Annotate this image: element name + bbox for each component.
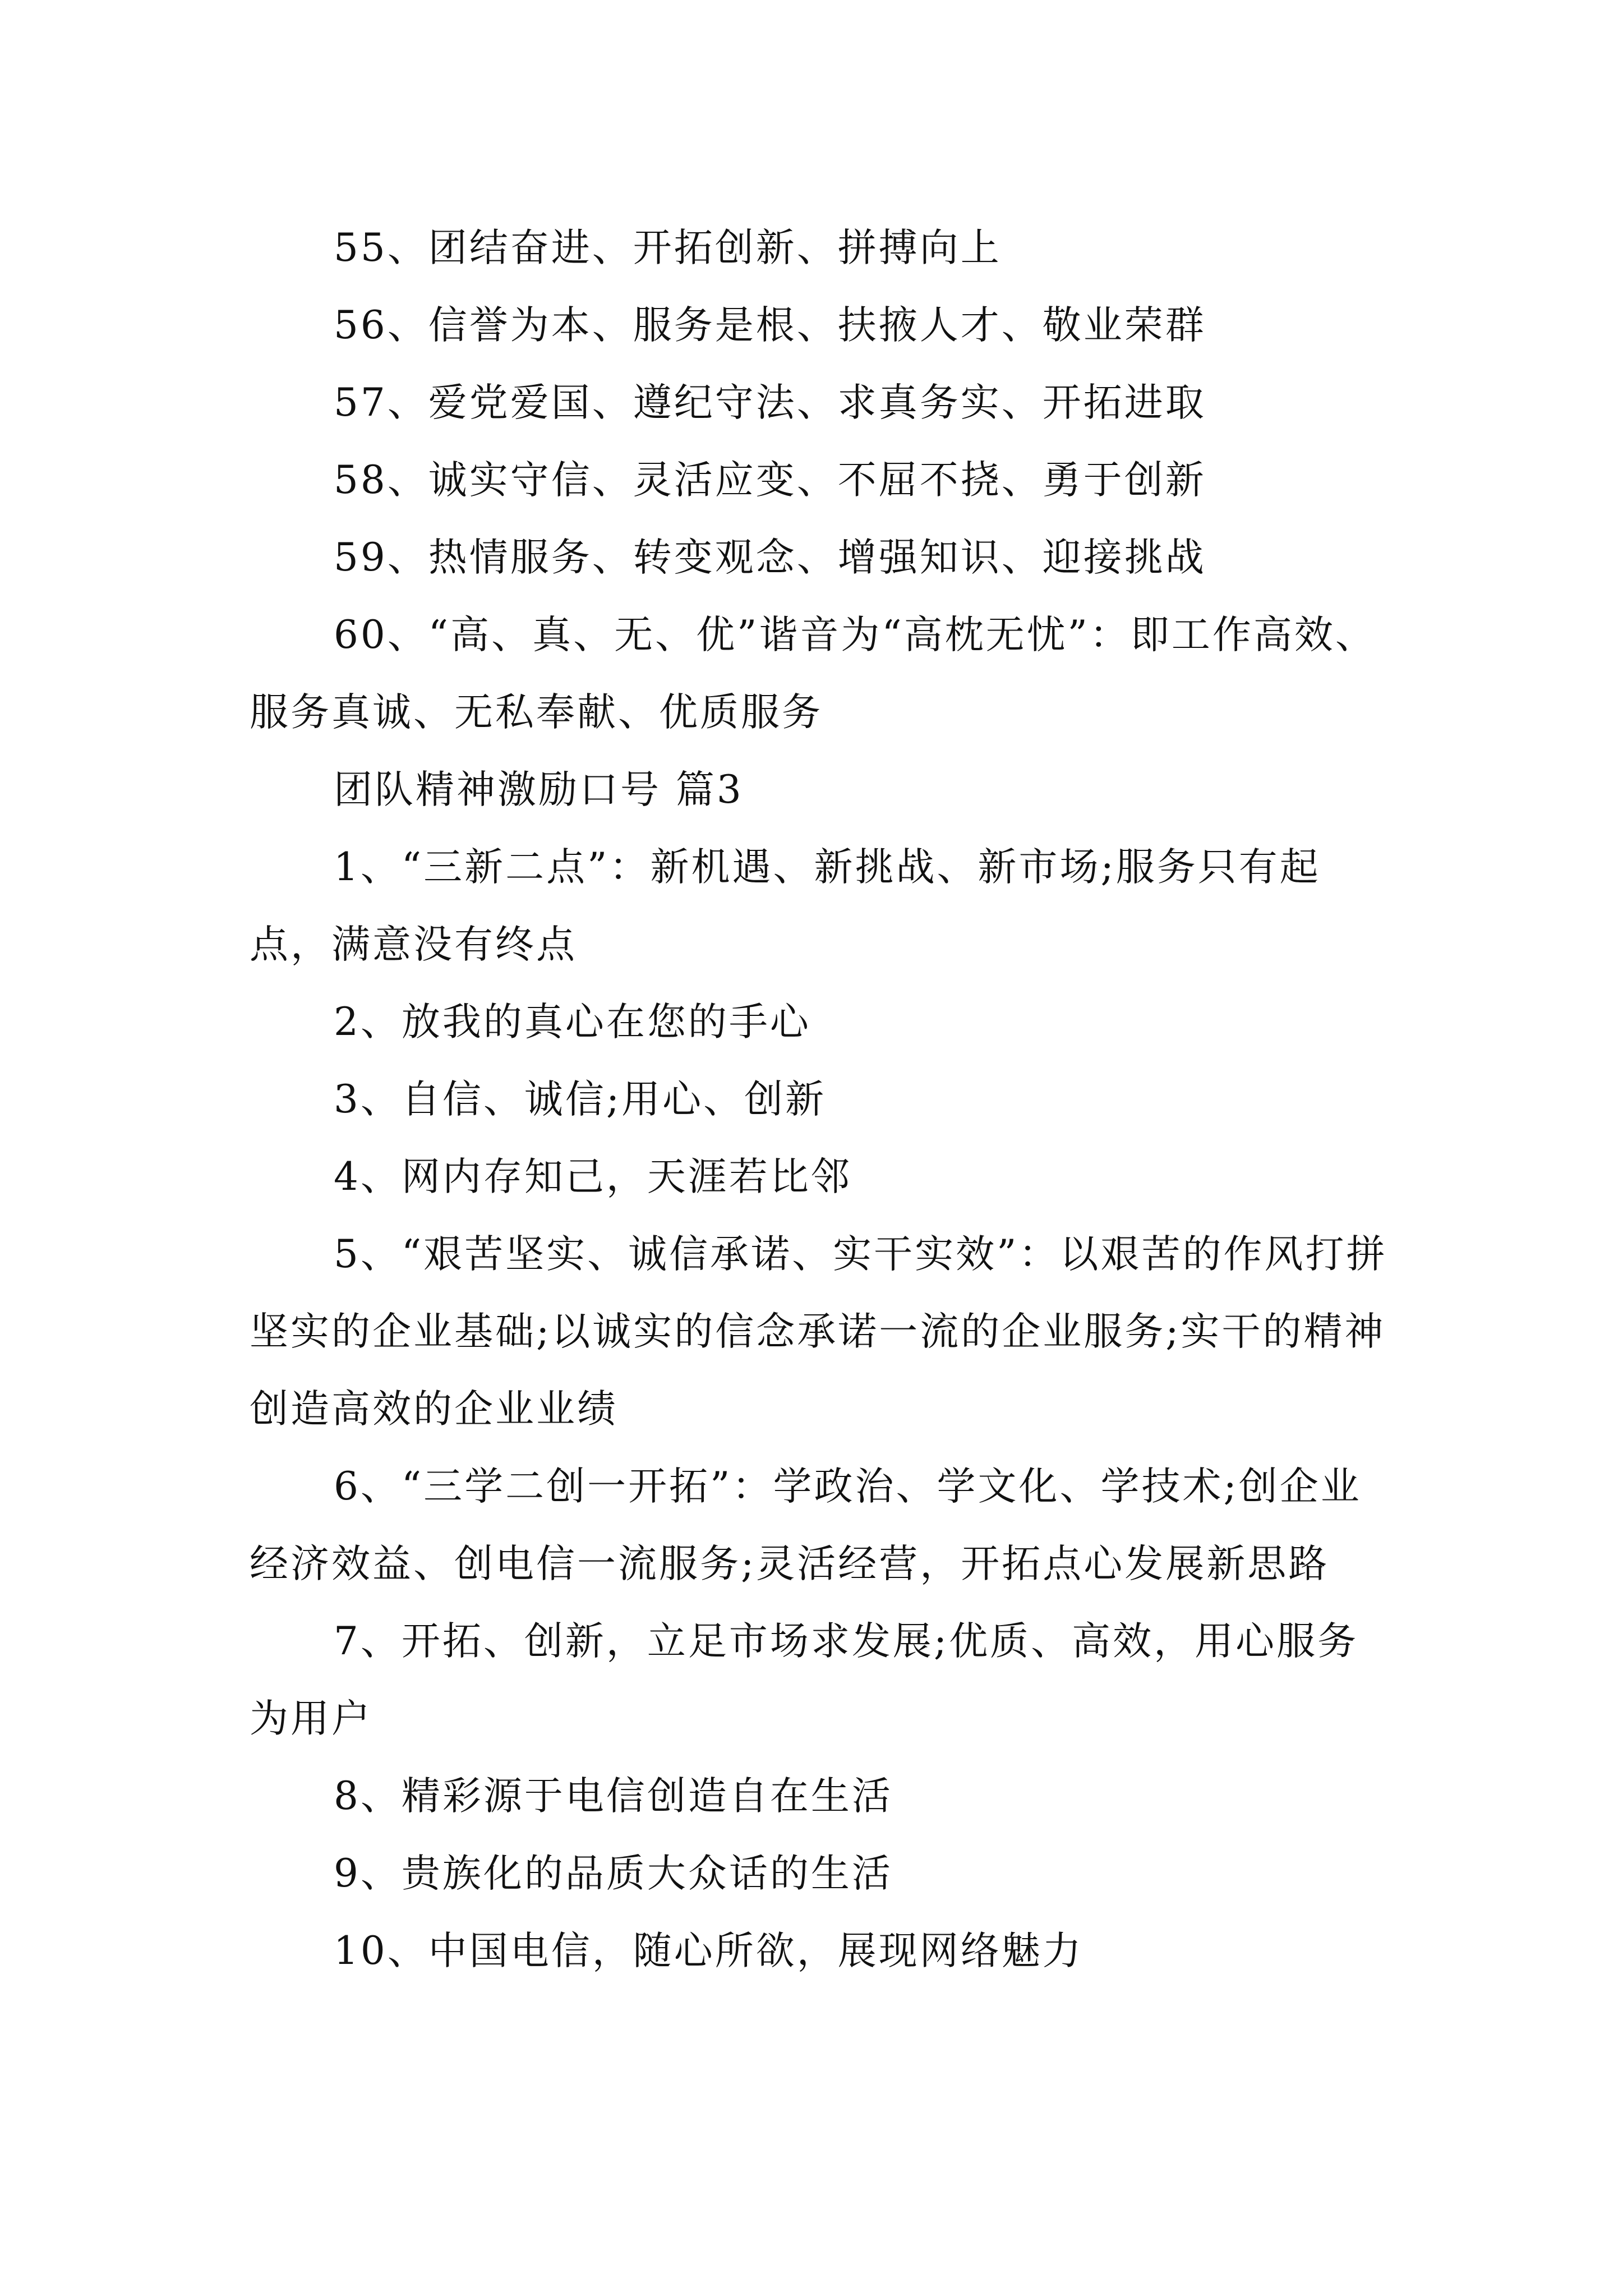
paragraph-9: 9、贵族化的品质大众话的生活: [334, 1851, 893, 1896]
paragraph-7: 7、开拓、创新，立足市场求发展;优质、高效，用心服务为用户: [250, 1619, 1359, 1741]
paragraph-1: 1、“三新二点”：新机遇、新挑战、新市场;服务只有起点，满意没有终点: [250, 845, 1321, 967]
paragraph-57: 57、爱党爱国、遵纪守法、求真务实、开拓进取: [334, 380, 1206, 425]
paragraph-8: 8、精彩源于电信创造自在生活: [334, 1774, 893, 1819]
paragraph-2: 2、放我的真心在您的手心: [334, 1000, 811, 1045]
paragraph-6: 6、“三学二创一开拓”：学政治、学文化、学技术;创企业经济效益、创电信一流服务;灵活经营，开拓点心发展新思路: [250, 1464, 1362, 1586]
paragraph-55: 55、团结奋进、开拓创新、拼搏向上: [334, 226, 1002, 270]
paragraph-58: 58、诚实守信、灵活应变、不屈不挠、勇于创新: [334, 458, 1206, 503]
paragraph-3: 3、自信、诚信;用心、创新: [334, 1077, 827, 1122]
paragraph-4: 4、网内存知己，天涯若比邻: [334, 1154, 852, 1199]
document-body: [250, 209, 1388, 1990]
paragraph-5: 5、“艰苦坚实、诚信承诺、实干实效”：以艰苦的作风打拼坚实的企业基础;以诚实的信念承诺一流的企业服务;实干的精神创造高效的企业业绩: [250, 1232, 1387, 1432]
paragraph-10: 10、中国电信，随心所欲，展现网络魅力: [334, 1929, 1083, 1973]
section-heading: 团队精神激励口号 篇3: [334, 767, 744, 812]
paragraph-59: 59、热情服务、转变观念、增强知识、迎接挑战: [334, 535, 1206, 580]
paragraph-56: 56、信誉为本、服务是根、扶掖人才、敬业荣群: [334, 303, 1206, 348]
paragraph-60: 60、“高、真、无、优”谐音为“高枕无忧”：即工作高效、服务真诚、无私奉献、优质服务: [250, 613, 1376, 735]
